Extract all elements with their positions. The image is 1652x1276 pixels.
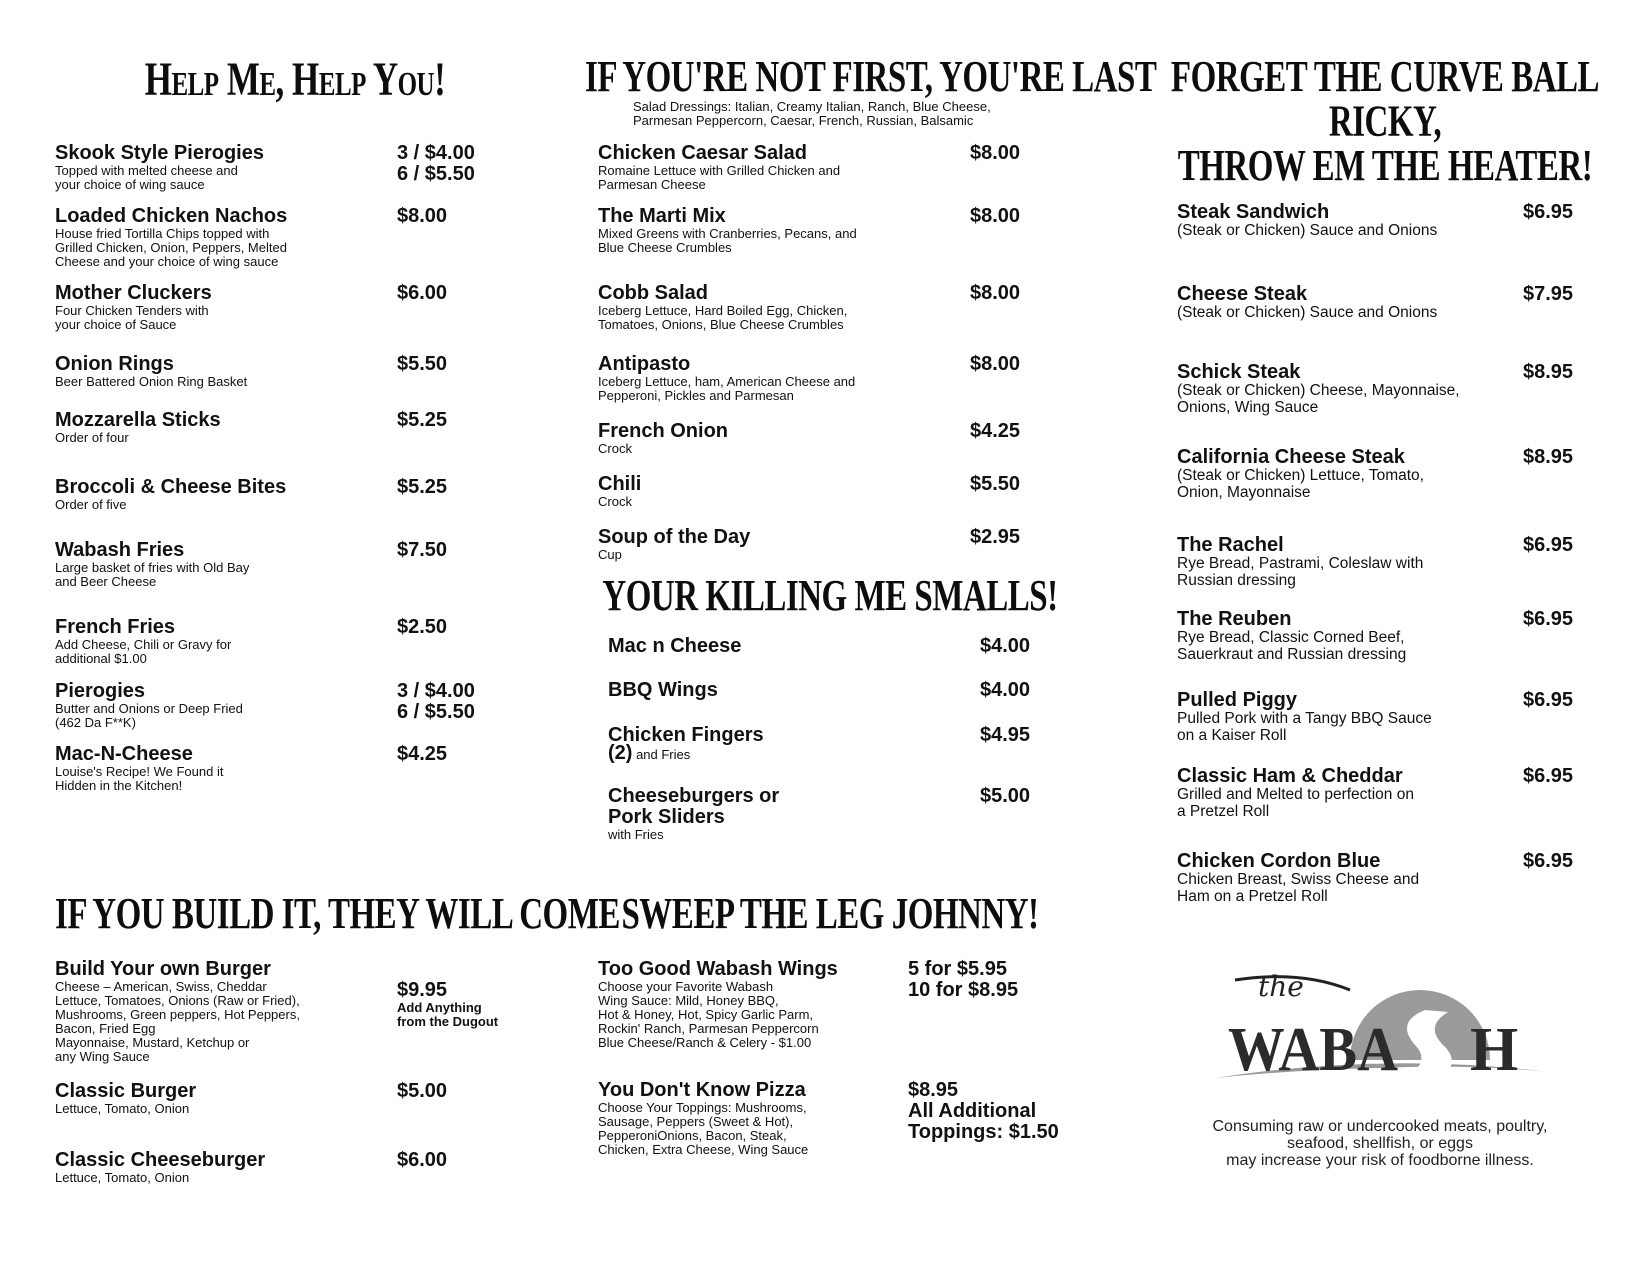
item-name: Mother Cluckers [55, 282, 212, 304]
item-name: Loaded Chicken Nachos [55, 205, 288, 227]
item-price: 3 / $4.00 6 / $5.50 [397, 142, 475, 185]
item-name: Antipasto [598, 353, 691, 375]
item-name: Classic Ham & Cheddar [1177, 765, 1403, 787]
item-desc: Romaine Lettuce with Grilled Chicken and Parmesan Cheese [598, 163, 841, 192]
item-name: The Rachel [1177, 534, 1284, 556]
item-desc: Topped with melted cheese and your choice of wing sauce [55, 163, 238, 192]
item-desc: Order of five [55, 497, 127, 512]
menu-item [1177, 609, 1406, 663]
item-price [397, 959, 498, 1050]
item-price: $4.00 [980, 679, 1031, 701]
item-name: Cobb Salad [598, 282, 709, 304]
menu-item [55, 1081, 196, 1116]
item-desc: Iceberg Lettuce, Hard Boiled Egg, Chicken, Tomatoes, Onions, Blue Cheese Crumbles [598, 303, 848, 332]
menu-item [55, 410, 221, 445]
item-desc: Chicken Breast, Swiss Cheese and Ham on a Pretzel Roll [1177, 871, 1420, 905]
item-desc: Four Chicken Tenders with your choice of Sauce [55, 303, 209, 332]
item-desc: Crock [598, 494, 632, 509]
menu-item [1177, 447, 1424, 501]
item-desc: (Steak or Chicken) Sauce and Onions [1177, 304, 1438, 321]
item-price: $4.00 [980, 635, 1031, 657]
menu-item [1177, 284, 1437, 322]
item-name: Cheeseburgers or Pork Sliders [608, 785, 780, 828]
menu-item [55, 744, 223, 793]
item-name: Chicken Caesar Salad [598, 142, 807, 164]
item-price: 3 / $4.00 6 / $5.50 [397, 680, 475, 723]
item-desc-count: (2) [608, 742, 633, 764]
item-desc: Lettuce, Tomato, Onion [55, 1170, 190, 1185]
menu-item [55, 143, 264, 192]
item-desc: Rye Bread, Classic Corned Beef, Sauerkraut and Russian dressing [1177, 629, 1407, 663]
menu-item [608, 636, 741, 657]
item-desc: Pulled Pork with a Tangy BBQ Sauce on a Kaiser Roll [1177, 710, 1432, 744]
item-name: French Onion [598, 420, 728, 442]
menu-item [598, 143, 840, 192]
menu-item [55, 283, 212, 332]
menu-item [598, 959, 838, 1050]
price-note: Add Anything from the Dugout [397, 1000, 499, 1029]
item-desc: Beer Battered Onion Ring Basket [55, 374, 248, 389]
svg-text:the: the [1258, 970, 1304, 1003]
item-name: Pierogies [55, 680, 146, 702]
item-desc: Mixed Greens with Cranberries, Pecans, and Blue Cheese Crumbles [598, 226, 857, 255]
menu-item [1177, 690, 1432, 744]
menu-item [1177, 766, 1414, 820]
item-name: Wabash Fries [55, 539, 185, 561]
item-price: $5.50 [970, 473, 1021, 495]
item-price: $5.50 [397, 353, 448, 375]
menu-item [55, 617, 231, 666]
menu-item [1177, 362, 1460, 416]
item-price: $8.95 All Additional Toppings: $1.50 [908, 1079, 1059, 1143]
item-desc: House fried Tortilla Chips topped with Grilled Chicken, Onion, Peppers, Melted Cheese and your choice of wing sauce [55, 226, 287, 269]
item-name: Broccoli & Cheese Bites [55, 476, 287, 498]
item-price: $5.25 [397, 476, 448, 498]
menu-item [55, 206, 287, 269]
item-name: Classic Burger [55, 1080, 197, 1102]
menu-item [55, 354, 247, 389]
menu-item [608, 786, 779, 842]
menu-item [55, 959, 300, 1064]
item-desc: Louise's Recipe! We Found it Hidden in the Kitchen! [55, 764, 224, 793]
item-price: $5.00 [980, 785, 1031, 807]
item-name: Mac n Cheese [608, 635, 742, 657]
item-price: $6.95 [1523, 765, 1574, 787]
item-desc: Cheese – American, Swiss, Cheddar Lettuce, Tomatoes, Onions (Raw or Fried), Mushrooms, Green peppers, Hot Peppers, Bacon, Fried Egg Mayonnaise, Mustard, Ketchup or any Wing Sauce [55, 979, 300, 1064]
item-price: $8.00 [970, 282, 1021, 304]
item-price: $6.00 [397, 1149, 448, 1171]
item-name: Chili [598, 473, 642, 495]
menu-item [55, 540, 249, 589]
svg-text:WABA: WABA [1228, 1016, 1399, 1084]
item-desc-text: and Fries [632, 747, 691, 762]
item-desc: Order of four [55, 430, 129, 445]
item-name: California Cheese Steak [1177, 446, 1405, 468]
item-price: $4.25 [397, 743, 448, 765]
item-name: Mozzarella Sticks [55, 409, 221, 431]
menu-item [55, 1150, 265, 1185]
salad-dressings-note: Salad Dressings: Italian, Creamy Italian, Ranch, Blue Cheese, Parmesan Peppercorn, Caesar, French, Russian, Balsamic [633, 99, 991, 128]
menu-item [1177, 851, 1419, 905]
item-price: $4.95 [980, 724, 1031, 746]
section-title-salads: IF YOU'RE NOT FIRST, YOU'RE LAST [585, 53, 1157, 102]
item-price: $6.95 [1523, 534, 1574, 556]
menu-item [598, 421, 728, 456]
item-name: The Marti Mix [598, 205, 726, 227]
item-price: $8.95 [1523, 361, 1574, 383]
item-price: $2.95 [970, 526, 1021, 548]
item-price: $7.95 [1523, 283, 1574, 305]
item-desc: Crock [598, 441, 632, 456]
item-name: Build Your own Burger [55, 958, 271, 980]
item-name: Too Good Wabash Wings [598, 958, 838, 980]
item-name: The Reuben [1177, 608, 1292, 630]
item-name: Classic Cheeseburger [55, 1149, 266, 1171]
item-desc: Cup [598, 547, 622, 562]
item-price: $8.00 [970, 353, 1021, 375]
menu-item [598, 1080, 808, 1157]
item-desc [608, 742, 764, 764]
menu-item [598, 206, 857, 255]
item-desc: Grilled and Melted to perfection on a Pretzel Roll [1177, 786, 1414, 820]
item-name: Chicken Cordon Blue [1177, 850, 1381, 872]
item-price: $8.00 [970, 142, 1021, 164]
item-desc: (Steak or Chicken) Lettuce, Tomato, Onion, Mayonnaise [1177, 467, 1424, 501]
item-price: $8.00 [970, 205, 1021, 227]
menu-item [608, 680, 718, 701]
item-name: BBQ Wings [608, 679, 718, 701]
item-desc: Iceberg Lettuce, ham, American Cheese and Pepperoni, Pickles and Parmesan [598, 374, 856, 403]
section-title-sandwiches: FORGET THE CURVE BALL RICKY, THROW EM THE HEATER! [1170, 53, 1600, 191]
menu-item [598, 527, 750, 562]
item-desc: with Fries [608, 827, 664, 842]
item-desc: Butter and Onions or Deep Fried (462 Da F**K) [55, 701, 243, 730]
item-name: Skook Style Pierogies [55, 142, 264, 164]
item-price: $6.95 [1523, 201, 1574, 223]
item-desc: Large basket of fries with Old Bay and Beer Cheese [55, 560, 250, 589]
wabash-logo [1210, 960, 1550, 1085]
item-name: Soup of the Day [598, 526, 751, 548]
item-desc: Choose Your Toppings: Mushrooms, Sausage, Peppers (Sweet & Hot), PepperoniOnions, Bacon, Steak, Chicken, Extra Cheese, Wing Sauce [598, 1100, 809, 1157]
menu-item [598, 354, 855, 403]
food-safety-disclaimer: Consuming raw or undercooked meats, poultry, seafood, shellfish, or eggs may increase your risk of foodborne illness. [1212, 1118, 1548, 1169]
item-name: Onion Rings [55, 353, 174, 375]
menu-item [598, 474, 641, 509]
item-name: French Fries [55, 616, 176, 638]
menu-item [1177, 202, 1437, 240]
item-desc: (Steak or Chicken) Sauce and Onions [1177, 222, 1438, 239]
item-price: $8.95 [1523, 446, 1574, 468]
item-name: Mac-N-Cheese [55, 743, 193, 765]
item-price: $7.50 [397, 539, 448, 561]
item-price: $6.95 [1523, 608, 1574, 630]
sunset-river-logo-icon [1210, 960, 1550, 1085]
item-price: 5 for $5.95 10 for $8.95 [908, 958, 1019, 1001]
item-name: Cheese Steak [1177, 283, 1308, 305]
item-desc: Lettuce, Tomato, Onion [55, 1101, 190, 1116]
section-title-kids: YOUR KILLING ME SMALLS! [602, 572, 1058, 621]
item-price: $8.00 [397, 205, 448, 227]
item-name: Steak Sandwich [1177, 201, 1330, 223]
item-name: Pulled Piggy [1177, 689, 1298, 711]
section-title-wings-pizza: SWEEP THE LEG JOHNNY! [621, 890, 1039, 939]
item-price: $6.00 [397, 282, 448, 304]
item-name: You Don't Know Pizza [598, 1079, 806, 1101]
item-desc: (Steak or Chicken) Cheese, Mayonnaise, Onions, Wing Sauce [1177, 382, 1460, 416]
menu-item [55, 477, 286, 512]
item-price: $6.95 [1523, 850, 1574, 872]
item-name: Chicken Fingers [608, 724, 764, 746]
item-price: $4.25 [970, 420, 1021, 442]
menu-item [55, 681, 243, 730]
menu-item [598, 283, 847, 332]
item-price: $6.95 [1523, 689, 1574, 711]
item-price: $5.25 [397, 409, 448, 431]
item-price: $2.50 [397, 616, 448, 638]
item-desc: Rye Bread, Pastrami, Coleslaw with Russian dressing [1177, 555, 1424, 589]
price-value: $9.95 [397, 979, 448, 1001]
item-desc: Choose your Favorite Wabash Wing Sauce: Mild, Honey BBQ, Hot & Honey, Hot, Spicy Garlic Parm, Rockin' Ranch, Parmesan Peppercorn Blue Cheese/Ranch & Celery - $1.00 [598, 979, 819, 1050]
section-title-appetizers: Help Me, Help You! [144, 53, 446, 106]
menu-item [608, 725, 764, 762]
item-price: $5.00 [397, 1080, 448, 1102]
svg-text:H: H [1470, 1016, 1519, 1084]
section-title-burgers: IF YOU BUILD IT, THEY WILL COME [55, 890, 620, 939]
item-desc: Add Cheese, Chili or Gravy for additional $1.00 [55, 637, 232, 666]
item-name: Schick Steak [1177, 361, 1301, 383]
menu-item [1177, 535, 1423, 589]
